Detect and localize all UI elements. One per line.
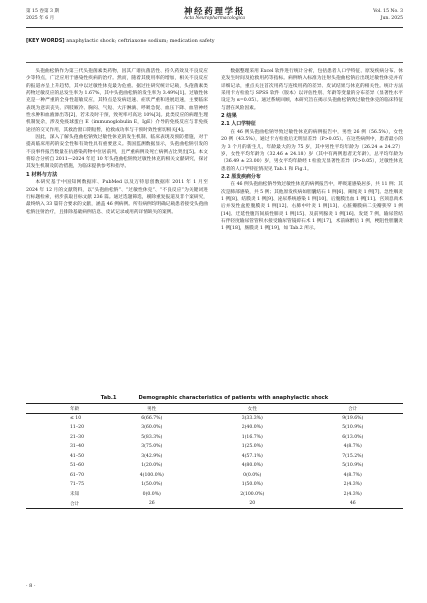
cell-male: 26 xyxy=(102,499,202,509)
right-column xyxy=(221,68,403,233)
cell-total: 4(8.7%) xyxy=(343,444,362,450)
cell-total: 4(8.7%) xyxy=(343,472,362,478)
header-female: 女性 xyxy=(202,404,302,414)
cell-total: 6(13.0%) xyxy=(342,434,364,440)
table-row xyxy=(26,452,403,462)
header-date-en: Jun. 2025 xyxy=(380,16,403,21)
header-issue-info-en xyxy=(373,8,403,22)
header-male: 男性 xyxy=(102,404,202,414)
intro-paragraph-2: 因此，深入了解头孢曲松钠致过敏性休克的发生机制、临床表现及预防措施，对于提高临床用药的安全性和有效性具有重要意义。我国监测数据显示，头孢曲松钠引发的不良事件报告数量在抗感染药物中位居前列，且严重病例及死亡病例占比突出[5]。本文将综合分析自 2011—2024 年近 10 年头孢曲松钠致过敏性休克的相关文献研究，探讨其发生机制及防治措施，为临床提供参考和指导。 xyxy=(26,135,208,170)
cell-male: 3(75.0%) xyxy=(141,444,163,450)
cell-male: 6(66.7%) xyxy=(141,416,163,421)
table-row xyxy=(26,461,403,471)
cell-age: 51–60 xyxy=(70,463,84,469)
cell-male: 3(42.9%) xyxy=(141,453,163,459)
table-caption xyxy=(26,394,403,402)
demographics-table-block xyxy=(26,394,403,509)
header-age: 年龄 xyxy=(26,404,102,414)
running-header xyxy=(26,6,403,28)
cell-female: 20 xyxy=(202,499,302,509)
statistics-paragraph: 数据整理采用 Excel 软件进行统计分析，包括患者人口学特征、原发疾病分布、休克发生时间及抢救用药等指标。病例纳入标准为注射头孢曲松钠后出现过敏性休克并有详细记录，重点关注首次用药与连续用药的差异、皮试结果与休克的相关性。统计方法采用卡方检验与 SPSS 软件（版本）以评估性别、年龄等变量的分布差异（显著性水平设定为 α=0.05）。通过系统回顾，本研究旨在揭示头孢曲松钠致过敏性休克的临床特征与潜在风险因素。 xyxy=(221,69,403,111)
left-column xyxy=(26,68,208,216)
cell-male: 5(83.3%) xyxy=(141,434,163,440)
cell-total: 5(10.9%) xyxy=(342,425,364,431)
page-number: · 8 · xyxy=(26,583,36,589)
cell-total: 46 xyxy=(303,499,404,509)
cell-age: 41–50 xyxy=(70,453,84,459)
cell-male: 4(100.0%) xyxy=(139,472,164,478)
cell-age: 71–75 xyxy=(70,482,84,488)
header-date-cn: 2025 年 6 月 xyxy=(26,16,55,21)
header-volume-en: Vol. 15 No. 3 xyxy=(373,9,403,14)
cell-female: 3(33.3%) xyxy=(241,416,263,421)
cell-age: ≤ 10 xyxy=(70,416,82,421)
table-header-row xyxy=(26,404,403,414)
disease-distribution-paragraph: 在 46 例头孢曲松钠导致过敏性休克的病例报告中，呼吸道感染居多，共 11 例；其次是肺部感染，共 5 例；其他原发疾病如胆囊结石 1 例[6]、阑尾炎 1 例[7]、急性咽炎 1 例[8]、结膜炎 1 例[9]、泌尿系统感染 1 例[10]，后腹膜出血 1 例[11]、宫颈息肉术后并发性盆腔腹膜炎 1 例[12]、右肺中叶炎 1 例[13]、心脏瓣膜病二尖瓣狭窄 1 例[14]、迁延性腹泻间质性肺炎 1 例[15]、及前列腺炎 1 例[16]、发烧 7 例，输尿管结石伴轻度输尿管管积水接受输尿管镜碎石术 1 例[17]，术前麻醉后 1 例，梗阻性胆囊炎 1 例[18]，肠膜炎 1 例[19]，如 Tab.2 所示。 xyxy=(221,182,403,232)
cell-age: 61–70 xyxy=(70,472,84,478)
cell-male: 1(20.0%) xyxy=(141,463,163,469)
cell-female: 4(80.0%) xyxy=(241,463,263,469)
table-row xyxy=(26,490,403,500)
section-divider xyxy=(26,62,403,63)
cell-total: 2(4.3%) xyxy=(343,482,362,488)
disease-distribution-heading: 2.2 原发疾病分布 xyxy=(221,173,261,180)
cell-female: 2(40.0%) xyxy=(241,425,263,431)
keywords-line xyxy=(26,38,403,45)
cell-male: 3(60.0%) xyxy=(141,425,163,431)
journal-title-block xyxy=(26,6,403,22)
cell-female: 2(100.0%) xyxy=(240,491,265,497)
cell-female: 1(50.0%) xyxy=(241,482,263,488)
cell-total: 2(4.3%) xyxy=(343,491,362,497)
cell-age: 未知 xyxy=(70,492,80,498)
cell-age: 31–40 xyxy=(70,444,84,450)
table-row xyxy=(26,442,403,452)
results-heading: 2 结果 xyxy=(221,113,237,120)
cell-female: 0(0.0%) xyxy=(243,472,262,478)
cell-total: 5(10.9%) xyxy=(342,463,364,469)
cell-age: 合计 xyxy=(26,499,102,509)
keywords-label: [KEY WORDS] xyxy=(26,38,65,44)
cell-total: 7(15.2%) xyxy=(342,453,364,459)
table-number: Tab.1 xyxy=(100,395,117,401)
intro-paragraph-1: 头孢曲松钠作为第三代头孢菌素类药物，因其广谱抗菌活性、持久药效及不良反应少等特点，广泛应用于感染性疾病的治疗。然而，随着其使用率的增加，相关不良反应的报道亦呈上升趋势，其中以过敏性休克最为危重。据过往研究统计记载，头孢菌素类药物过敏反应的总发生率为 1.67%，其中头孢曲松钠的发生率为 3.49%[1]。过敏性休克是一种严重的全身性超敏反应，其特点是发病迅速、症状严重和进展迅速，主要临床表现为意识丧失、四肢厥冷、胸闷、气短、大汗淋漓、呼吸急促、血压下降、血管神经性水肿和血液渗出等[2]，若未及时干预，致死率可高达 10%[3]。此类反应的病理生理机制复杂，涉及免疫球蛋白 E（immunoglobulin E，IgE）介导的免疫反应与非免疫途径的交叉作用，其救治窗口期短暂，抢救成功率与干预时效性密切相关[4]。 xyxy=(26,69,208,133)
cell-female: 1(16.7%) xyxy=(241,434,263,440)
table-row xyxy=(26,423,403,433)
methods-heading: 1 材料与方法 xyxy=(26,171,58,178)
header-total: 合计 xyxy=(303,404,404,414)
table-row xyxy=(26,480,403,490)
journal-title-cn: 神经药理学报 xyxy=(183,6,246,16)
table-row xyxy=(26,471,403,481)
cell-age: 21–30 xyxy=(70,434,84,440)
table-row xyxy=(26,414,403,424)
demographics-heading: 2.1 人口学特征 xyxy=(221,121,256,128)
demographics-paragraph: 在 46 例头孢曲松钠导致过敏性休克的病例报告中，男性 26 例（56.5%），女性 20 例（43.5%），通过卡方检验后无明显差异（P>0.05）。在这些病例中，患者最小的为 3 个月的新生儿，年龄最大的为 75 岁，其中男性平均年龄为（26.24 ± 24.27）岁，女性平均年龄为（32.46 ± 24.18）岁（其中有两例患者无年龄），总平均年龄为（36.49 ± 23.00）岁，男女平均年龄经 t 检验无显著性差异（P>0.05），过敏性休克患者的人口学特征情况见 Tab.1 和 Fig.1。 xyxy=(221,129,403,172)
methods-paragraph: 本研究基于中国知网数据库、PubMed 以及万特思创数据库 2011 年 1 月至 2024 年 12 月的文献资料，以“头孢曲松钠”、“过敏性休克”、“不良反应”为关键词进行标题检索，初步获取目标文献 236 篇。通过选题筛选，剔除重复报道及非个案研究，最终纳入 33 篇符合要求的文献，涵盖 46 例病例。所有病例均明确记载患者接受头孢曲松钠注射治疗，且排除基础病例信息、皮试记录或用药详情缺失的案例。 xyxy=(26,180,208,215)
cell-total: 9(19.6%) xyxy=(342,416,364,421)
cell-female: 1(25.0%) xyxy=(241,444,263,450)
header-volume-cn: 第 15 卷第 3 期 xyxy=(26,9,59,14)
demographics-table xyxy=(26,403,403,509)
cell-male: 1(50.0%) xyxy=(141,482,163,488)
cell-female: 4(57.1%) xyxy=(241,453,263,459)
cell-age: 11–20 xyxy=(70,425,84,431)
table-row xyxy=(26,433,403,443)
cell-male: 0(0.0%) xyxy=(142,491,161,497)
keywords-text: anaphylactic shock; ceftriaxone sodium; medication safety xyxy=(66,38,215,44)
table-caption-text: Demographic characteristics of patients with anaphylactic shock xyxy=(138,395,329,401)
table-total-row xyxy=(26,499,403,509)
journal-title-en: Acta Neuropharmacologica xyxy=(184,16,245,21)
